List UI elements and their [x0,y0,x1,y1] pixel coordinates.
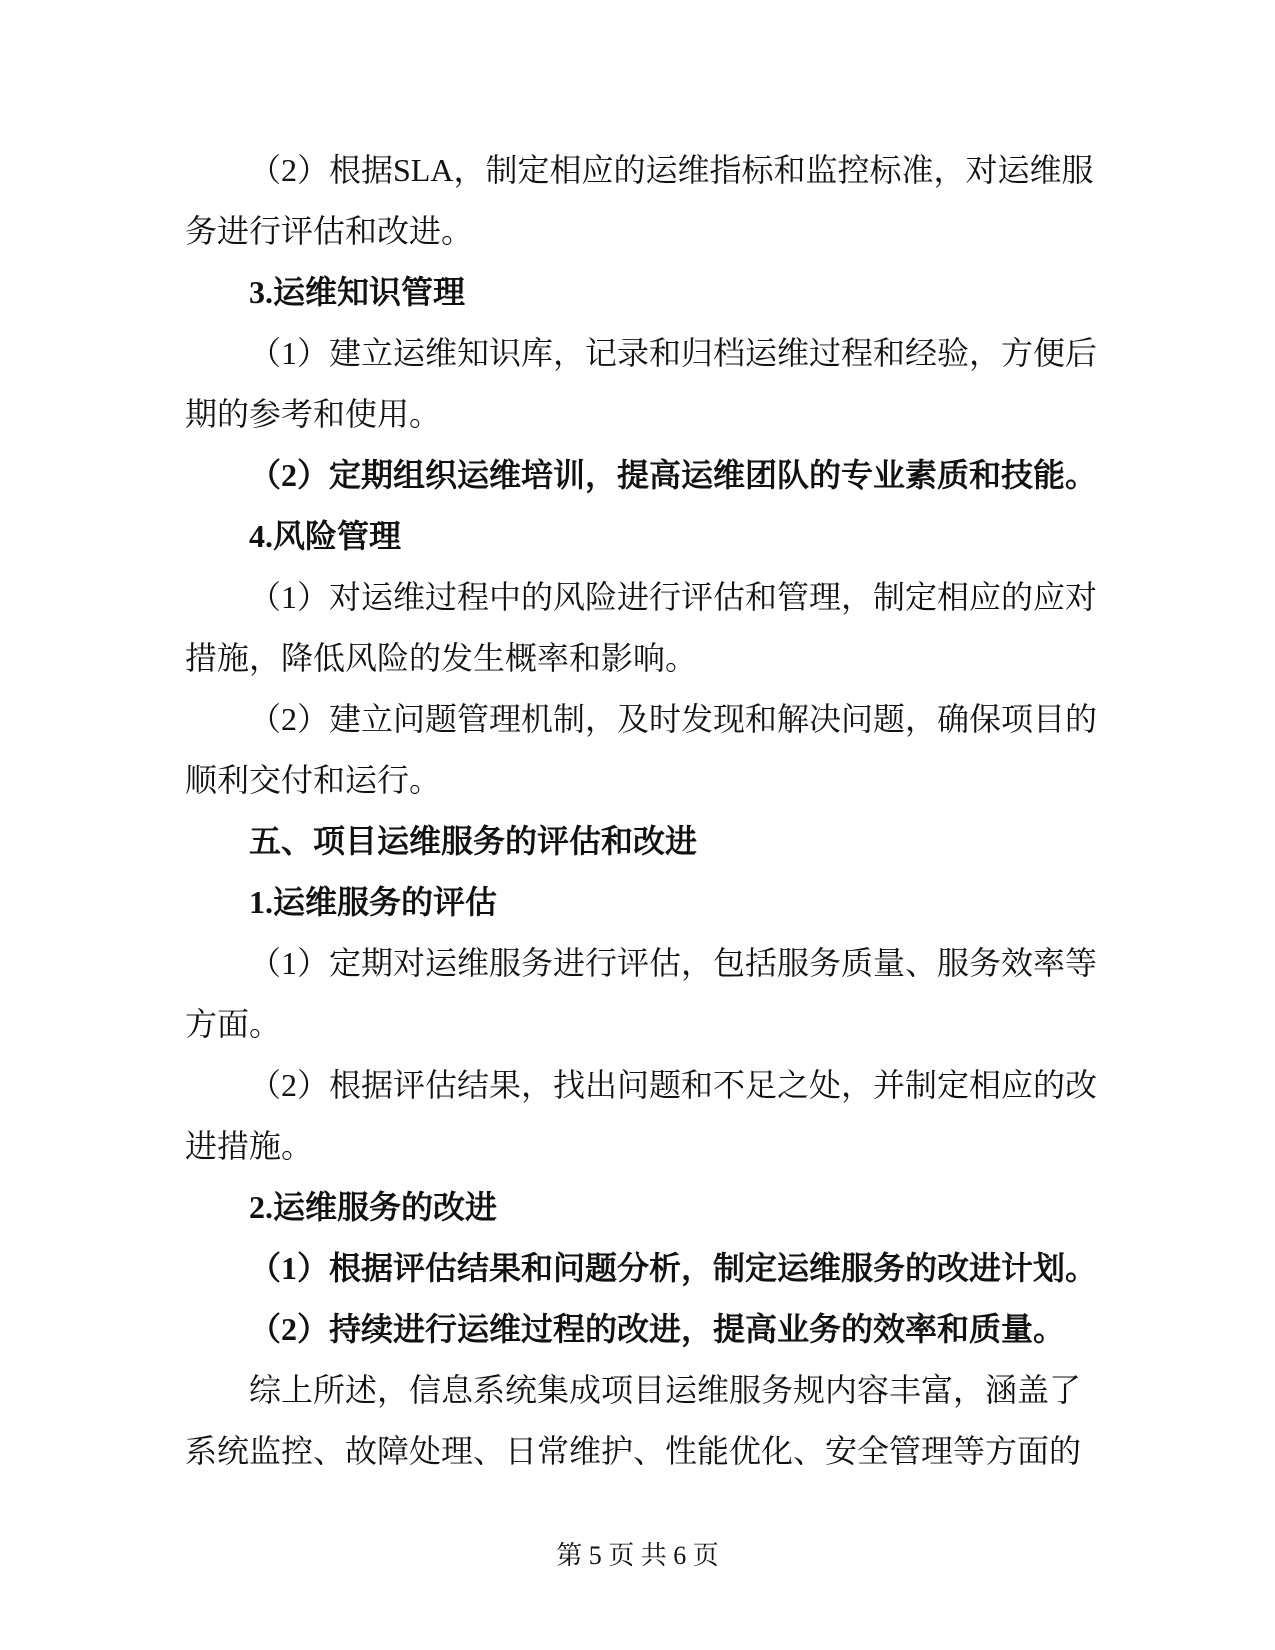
document-line: （2）建立问题管理机制，及时发现和解决问题，确保项目的 [249,701,1098,737]
page-footer [0,1536,1275,1576]
document-line: 期的参考和使用。 [185,396,442,432]
document-line: 方面。 [185,1006,282,1042]
document-line: （1）建立运维知识库，记录和归档运维过程和经验，方便后 [249,335,1098,371]
document-line-bold: 2.运维服务的改进 [249,1189,498,1225]
document-line-bold: （1）根据评估结果和问题分析，制定运维服务的改进计划。 [249,1250,1098,1286]
document-line: 系统监控、故障处理、日常维护、性能优化、安全管理等方面的 [185,1433,1082,1469]
document-line-bold: 4.风险管理 [249,518,402,554]
document-line: 综上所述，信息系统集成项目运维服务规内容丰富，涵盖了 [249,1372,1082,1408]
document-body [185,140,1098,1482]
document-line: （2）根据评估结果，找出问题和不足之处，并制定相应的改 [249,1067,1098,1103]
document-line: 进措施。 [185,1128,314,1164]
document-line: （1）定期对运维服务进行评估，包括服务质量、服务效率等 [249,945,1098,981]
document-line-bold: （2）持续进行运维过程的改进，提高业务的效率和质量。 [249,1311,1066,1347]
document-line-bold: （2）定期组织运维培训，提高运维团队的专业素质和技能。 [249,457,1098,493]
document-line: 务进行评估和改进。 [185,213,474,249]
page-number-text: 第 5 页 共 6 页 [556,1541,719,1570]
document-line-bold: 1.运维服务的评估 [249,884,498,920]
document-line: （2）根据SLA，制定相应的运维指标和监控标准，对运维服 [249,152,1094,188]
document-line-bold: 五、项目运维服务的评估和改进 [249,823,698,859]
document-line: 措施，降低风险的发生概率和影响。 [185,640,698,676]
document-line: （1）对运维过程中的风险进行评估和管理，制定相应的应对 [249,579,1098,615]
document-line: 顺利交付和运行。 [185,762,442,798]
document-line-bold: 3.运维知识管理 [249,274,466,310]
